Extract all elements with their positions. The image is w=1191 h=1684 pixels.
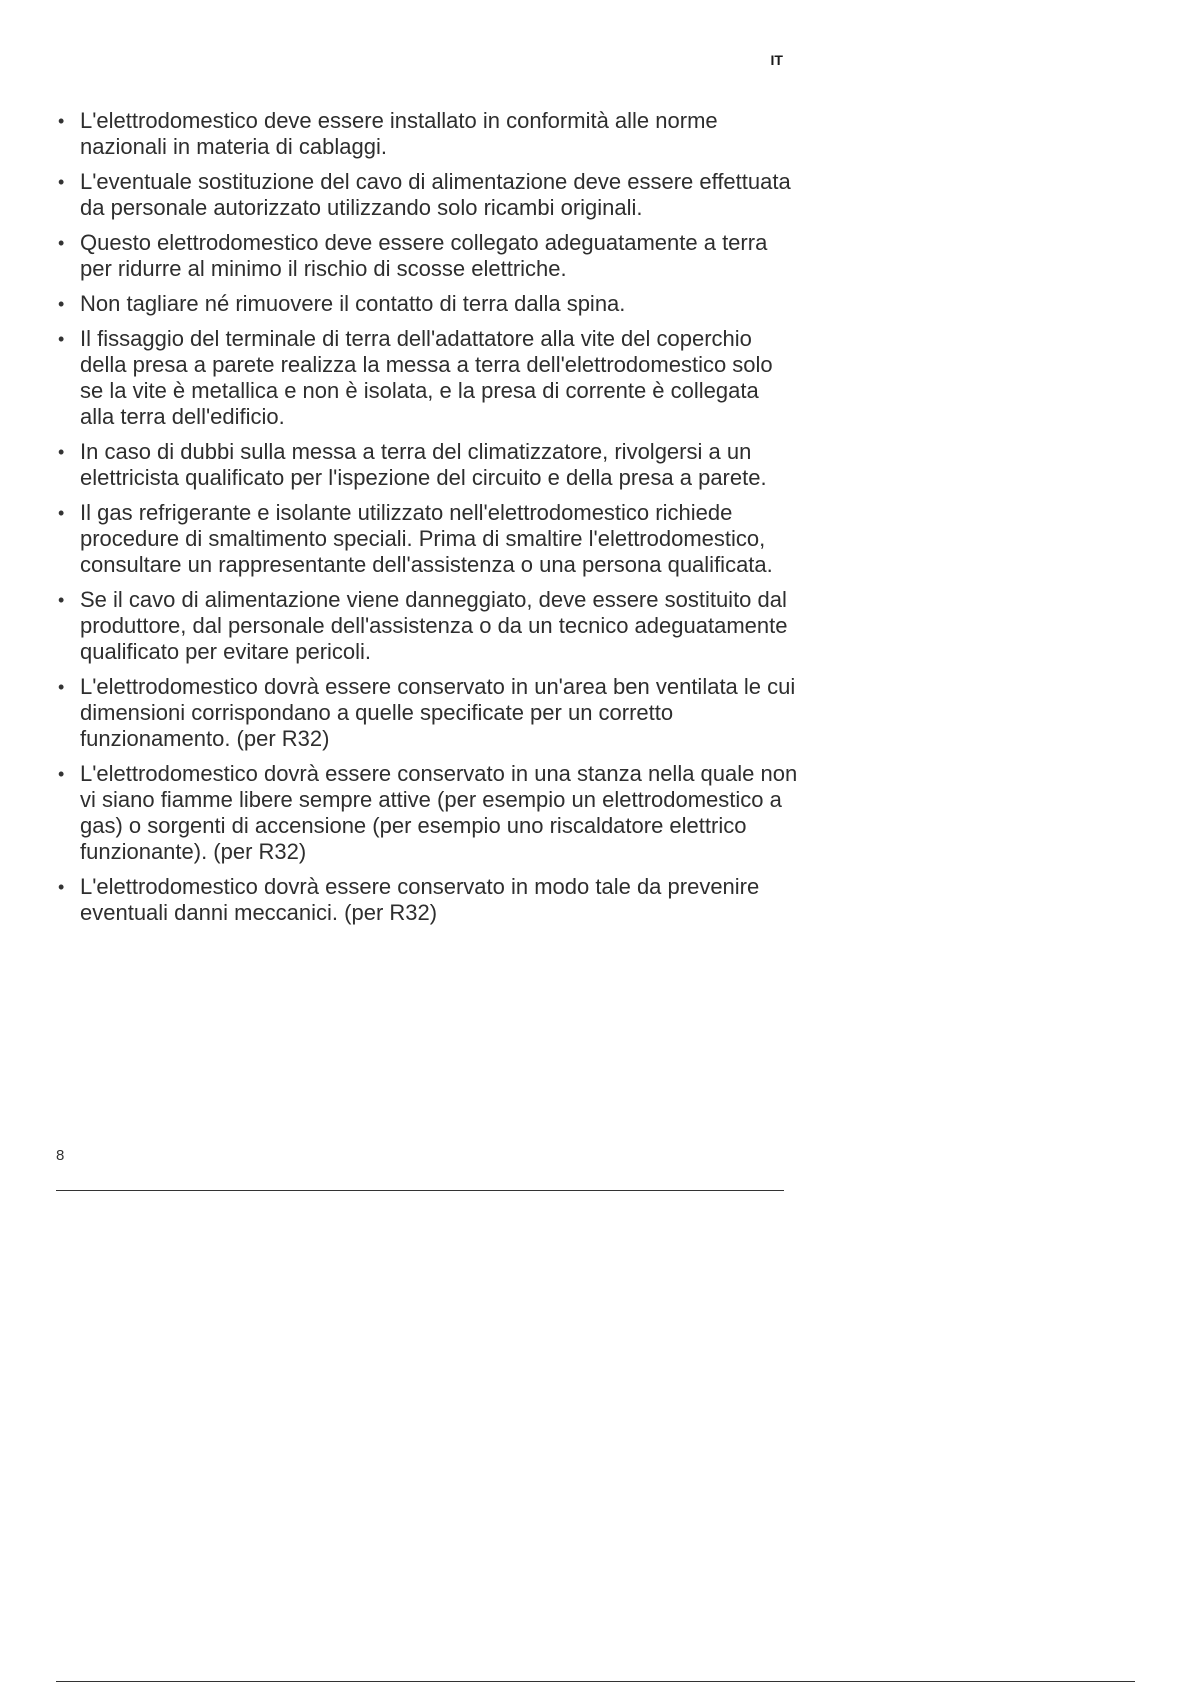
list-item-text: L'eventuale sostituzione del cavo di alimentazione deve essere effettuata da personale autorizzato utilizzando solo ricambi originali. (80, 169, 791, 220)
list-item-text: L'elettrodomestico deve essere installato in conformità alle norme nazionali in materia di cablaggi. (80, 108, 718, 159)
list-item (58, 108, 798, 160)
bullet-icon: • (58, 329, 65, 349)
footer-divider (56, 1190, 784, 1191)
bullet-icon: • (58, 442, 65, 462)
bullet-icon: • (58, 877, 65, 897)
bullet-icon: • (58, 294, 65, 314)
list-item-text: L'elettrodomestico dovrà essere conservato in modo tale da prevenire eventuali danni meccanici. (per R32) (80, 874, 760, 925)
list-item-text: Il fissaggio del terminale di terra dell'adattatore alla vite del coperchio della presa a parete realizza la messa a terra dell'elettrodomestico solo se la vite è metallica e non è isolata, e la presa di corrente è collegata alla terra dell'edificio. (80, 326, 773, 429)
list-item (58, 439, 798, 491)
list-item-text: In caso di dubbi sulla messa a terra del climatizzatore, rivolgersi a un elettricista qualificato per l'ispezione del circuito e della presa a parete. (80, 439, 767, 490)
list-item-text: L'elettrodomestico dovrà essere conservato in un'area ben ventilata le cui dimensioni corrispondano a quelle specificate per un corretto funzionamento. (per R32) (80, 674, 796, 751)
list-item (58, 291, 798, 317)
bullet-icon: • (58, 111, 65, 131)
list-item (58, 761, 798, 865)
list-item-text: L'elettrodomestico dovrà essere conservato in una stanza nella quale non vi siano fiamme libere sempre attive (per esempio un elettrodomestico a gas) o sorgenti di accensione (per esempio uno riscaldatore elettrico funzionante). (per R32) (80, 761, 798, 864)
bullet-icon: • (58, 233, 65, 253)
list-item (58, 230, 798, 282)
list-item-text: Questo elettrodomestico deve essere collegato adeguatamente a terra per ridurre al minimo il rischio di scosse elettriche. (80, 230, 768, 281)
list-item-text: Non tagliare né rimuovere il contatto di terra dalla spina. (80, 291, 626, 316)
list-item (58, 500, 798, 578)
bullet-icon: • (58, 172, 65, 192)
list-item (58, 326, 798, 430)
list-item (58, 587, 798, 665)
bullet-icon: • (58, 764, 65, 784)
list-item-text: Il gas refrigerante e isolante utilizzato nell'elettrodomestico richiede procedure di smaltimento speciali. Prima di smaltire l'elettrodomestico, consultare un rappresentante dell'assistenza o una persona qualificata. (80, 500, 773, 577)
list-item-text: Se il cavo di alimentazione viene danneggiato, deve essere sostituito dal produttore, dal personale dell'assistenza o da un tecnico adeguatamente qualificato per evitare pericoli. (80, 587, 788, 664)
list-item (58, 674, 798, 752)
list-item (58, 874, 798, 926)
language-tag: IT (770, 52, 783, 68)
page-bottom-divider (56, 1681, 1135, 1682)
bullet-icon: • (58, 677, 65, 697)
page-number: 8 (56, 1147, 65, 1164)
bullet-icon: • (58, 590, 65, 610)
list-item (58, 169, 798, 221)
bullet-icon: • (58, 503, 65, 523)
safety-bullet-list (58, 108, 798, 935)
